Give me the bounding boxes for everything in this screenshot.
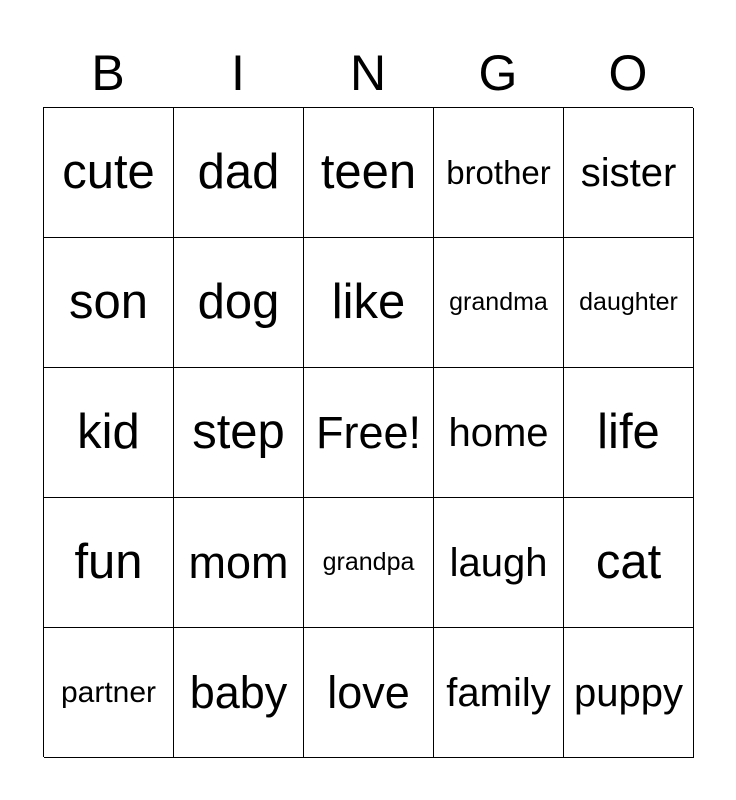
bingo-cell[interactable]: dad — [174, 108, 304, 238]
bingo-cell[interactable]: dog — [174, 238, 304, 368]
bingo-cell[interactable]: brother — [434, 108, 564, 238]
bingo-cell[interactable]: sister — [564, 108, 694, 238]
bingo-cell[interactable]: cat — [564, 498, 694, 628]
bingo-cell[interactable]: puppy — [564, 628, 694, 758]
bingo-cell[interactable]: cute — [44, 108, 174, 238]
bingo-cell[interactable]: grandpa — [304, 498, 434, 628]
header-letter-n: N — [349, 45, 387, 101]
bingo-cell[interactable]: son — [44, 238, 174, 368]
bingo-cell[interactable]: step — [174, 368, 304, 498]
bingo-cell[interactable]: daughter — [564, 238, 694, 368]
bingo-cell[interactable]: home — [434, 368, 564, 498]
header-letter-g: G — [478, 45, 518, 101]
bingo-cell[interactable]: fun — [44, 498, 174, 628]
bingo-cell[interactable]: love — [304, 628, 434, 758]
bingo-cell[interactable]: family — [434, 628, 564, 758]
bingo-cell[interactable]: grandma — [434, 238, 564, 368]
bingo-board — [43, 107, 693, 757]
bingo-cell[interactable]: like — [304, 238, 434, 368]
bingo-cell[interactable]: kid — [44, 368, 174, 498]
header-letter-o: O — [608, 45, 648, 101]
bingo-cell[interactable]: teen — [304, 108, 434, 238]
bingo-header — [43, 40, 693, 106]
bingo-cell[interactable]: baby — [174, 628, 304, 758]
bingo-cell[interactable]: laugh — [434, 498, 564, 628]
free-space-cell[interactable]: Free! — [304, 368, 434, 498]
bingo-cell[interactable]: life — [564, 368, 694, 498]
bingo-cell[interactable]: partner — [44, 628, 174, 758]
bingo-cell[interactable]: mom — [174, 498, 304, 628]
header-letter-b: B — [91, 45, 125, 101]
header-letter-i: I — [231, 45, 245, 101]
